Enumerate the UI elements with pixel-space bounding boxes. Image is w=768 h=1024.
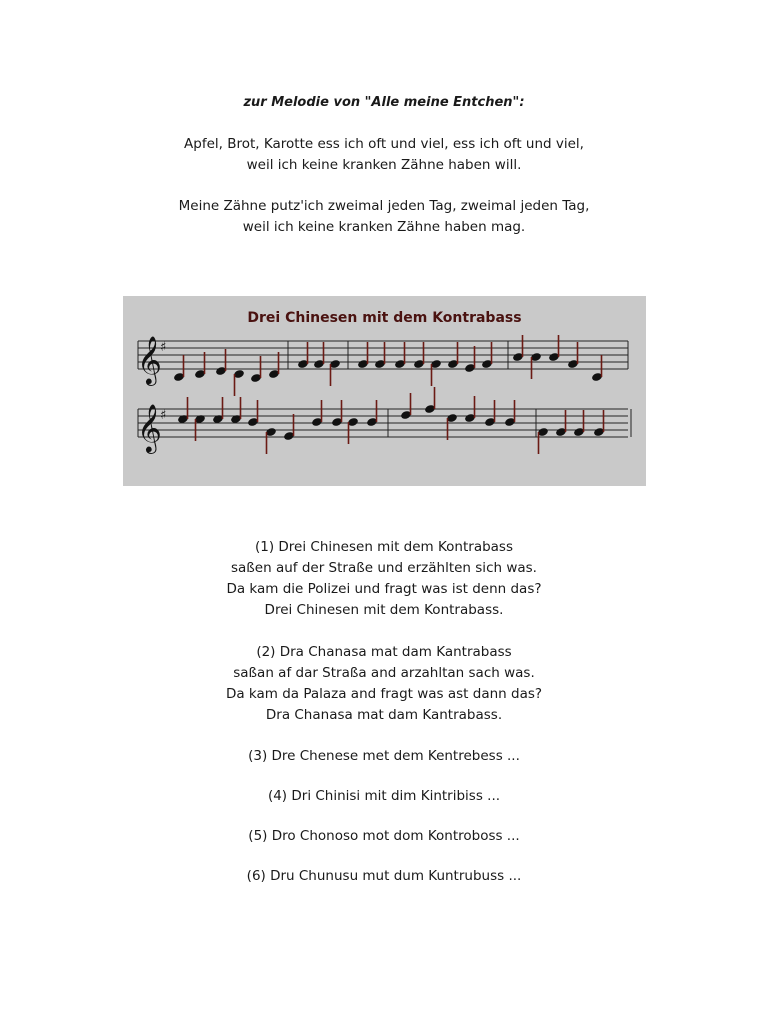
text-line: weil ich keine kranken Zähne haben mag. <box>242 219 526 235</box>
verse-6 <box>0 866 768 887</box>
verse-line: (2) Dra Chanasa mat dam Kantrabass <box>256 644 512 660</box>
verse-line: Da kam die Polizei und fragt was ist denn das? <box>226 581 542 597</box>
text-line: Meine Zähne putz'ich zweimal jeden Tag, zweimal jeden Tag, <box>178 198 590 214</box>
music-staff-graphic <box>123 296 646 486</box>
verse-3 <box>0 746 768 767</box>
text-line: Apfel, Brot, Karotte ess ich oft und viel, ess ich oft und viel, <box>184 136 584 152</box>
verse-1 <box>0 537 768 621</box>
verse-line: Dra Chanasa mat dam Kantrabass. <box>265 707 503 723</box>
text-line: weil ich keine kranken Zähne haben will. <box>246 157 522 173</box>
verse-line: Drei Chinesen mit dem Kontrabass. <box>264 602 504 618</box>
verse-line: (5) Dro Chonoso mot dom Kontroboss ... <box>248 828 520 844</box>
verse-5 <box>0 826 768 847</box>
verse-line: (6) Dru Chunusu mut dum Kuntrubuss ... <box>246 868 522 884</box>
verse-line: (4) Dri Chinisi mit dim Kintribiss ... <box>267 788 501 804</box>
verse-line: saßan af dar Straßa and arzahltan sach was. <box>233 665 535 681</box>
score-title: Drei Chinesen mit dem Kontrabass <box>247 310 522 326</box>
sharp-sign-icon: ♯ <box>160 340 167 355</box>
treble-clef-icon: 𝄞 <box>137 335 162 384</box>
treble-clef-icon: 𝄞 <box>137 403 162 452</box>
verse-2 <box>0 642 768 726</box>
verse-line: Da kam da Palaza and fragt was ast dann das? <box>225 686 543 702</box>
verse-4 <box>0 786 768 807</box>
verse-line: (1) Drei Chinesen mit dem Kontrabass <box>254 539 514 555</box>
verse-line: saßen auf der Straße und erzählten sich was. <box>231 560 537 576</box>
verse-line: (3) Dre Chenese met dem Kentrebess ... <box>248 748 520 764</box>
sharp-sign-icon: ♯ <box>160 408 167 423</box>
sheet-music-image <box>123 296 646 486</box>
intro-heading: zur Melodie von "Alle meine Entchen": <box>243 95 525 110</box>
intro-stanza-1 <box>0 134 768 176</box>
intro-stanza-2 <box>0 196 768 238</box>
